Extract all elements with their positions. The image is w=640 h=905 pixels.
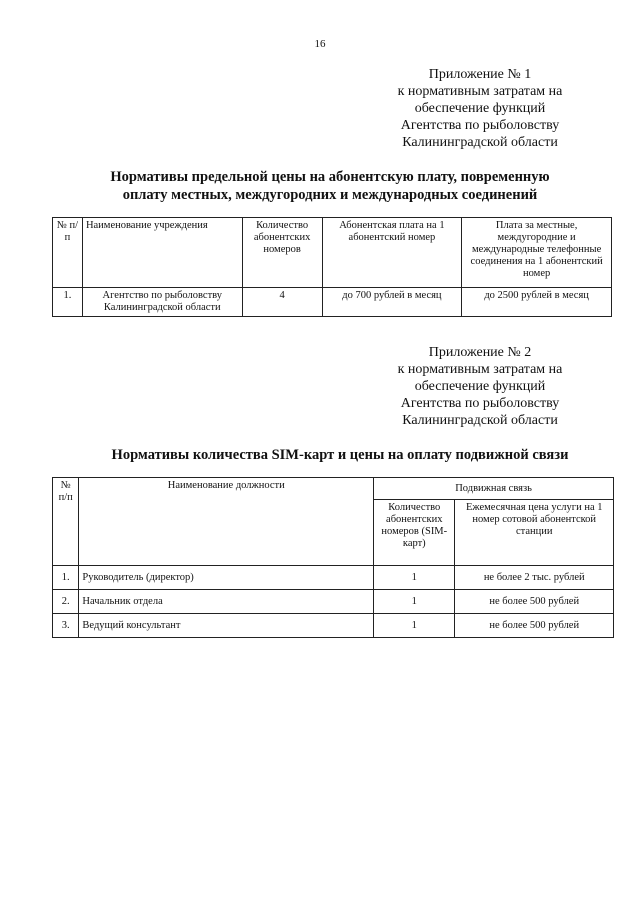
appendix1-table <box>52 217 612 317</box>
appendix1-title-line: Нормативы предельной цены на абонентскую плату, повременную <box>110 169 550 185</box>
appendix2-header <box>370 344 590 429</box>
cell-count: 1 <box>374 590 455 614</box>
table-row <box>53 288 612 317</box>
header-mobile-group: Подвижная связь <box>374 478 614 500</box>
appendix2-line: к нормативным затратам на <box>397 362 563 377</box>
appendix1-header <box>370 66 590 151</box>
appendix2-title: Нормативы количества SIM-карт и цены на оплату подвижной связи <box>111 447 569 463</box>
appendix1-line: Агентства по рыболовству <box>400 118 560 133</box>
appendix1-title-line: оплату местных, междугородних и международных соединений <box>122 187 538 203</box>
cell-position: Руководитель (директор) <box>79 566 374 590</box>
header-position: Наименование должности <box>79 478 374 566</box>
cell-price: не более 500 рублей <box>455 614 614 638</box>
header-fee: Абонентская плата на 1 абонентский номер <box>322 218 462 288</box>
appendix1-line: Калининградской области <box>402 135 558 150</box>
appendix2-table <box>52 477 614 638</box>
cell-fee: до 700 рублей в месяц <box>322 288 462 317</box>
appendix2-line: обеспечение функций <box>414 379 546 394</box>
table-row <box>53 614 614 638</box>
page-number: 16 <box>314 38 326 50</box>
cell-num: 3. <box>53 614 79 638</box>
cell-num: 1. <box>53 288 83 317</box>
cell-position: Начальник отдела <box>79 590 374 614</box>
cell-price: не более 2 тыс. рублей <box>455 566 614 590</box>
cell-count: 4 <box>242 288 322 317</box>
appendix2-line: Агентства по рыболовству <box>400 396 560 411</box>
header-num: № п/п <box>53 478 79 566</box>
cell-num: 1. <box>53 566 79 590</box>
header-name: Наименование учреждения <box>82 218 242 288</box>
cell-price: не более 500 рублей <box>455 590 614 614</box>
header-count: Количество абонентских номеров <box>242 218 322 288</box>
table-row <box>53 566 614 590</box>
header-price: Ежемесячная цена услуги на 1 номер сотовой абонентской станции <box>455 500 614 566</box>
appendix1-title <box>50 168 610 204</box>
cell-position: Ведущий консультант <box>79 614 374 638</box>
table-header-row <box>53 218 612 288</box>
cell-name: Агентство по рыболовству Калининградской области <box>82 288 242 317</box>
header-calls: Плата за местные, междугородние и международные телефонные соединения на 1 абонентский номер <box>462 218 612 288</box>
header-num: № п/п <box>53 218 83 288</box>
table-header-row <box>53 478 614 500</box>
table-row <box>53 590 614 614</box>
cell-num: 2. <box>53 590 79 614</box>
appendix1-line: к нормативным затратам на <box>397 84 563 99</box>
header-count: Количество абонентских номеров (SIM-карт) <box>374 500 455 566</box>
appendix1-line: обеспечение функций <box>414 101 546 116</box>
appendix1-line: Приложение № 1 <box>428 67 532 82</box>
appendix2-line: Приложение № 2 <box>428 345 532 360</box>
cell-count: 1 <box>374 566 455 590</box>
appendix2-line: Калининградской области <box>402 413 558 428</box>
cell-count: 1 <box>374 614 455 638</box>
cell-calls: до 2500 рублей в месяц <box>462 288 612 317</box>
